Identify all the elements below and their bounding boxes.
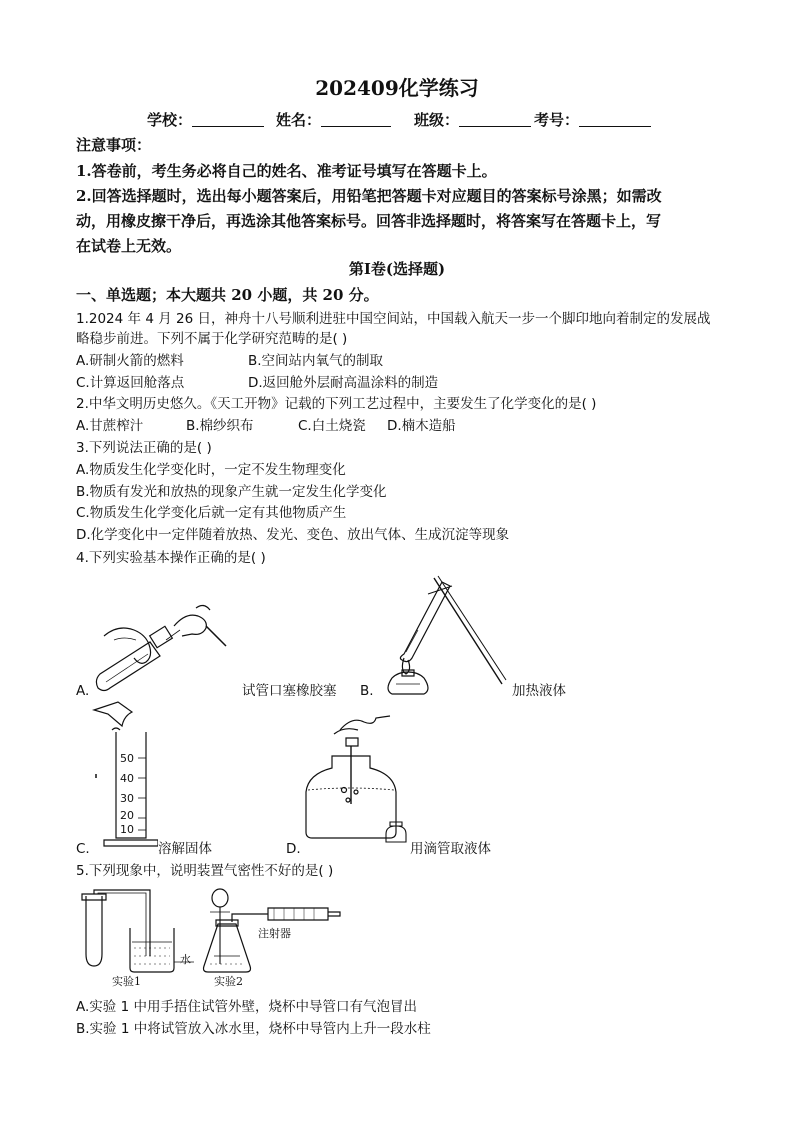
q4-option-a-letter: A. bbox=[76, 683, 90, 699]
q2-option-b: B.棉纱织布 bbox=[186, 418, 254, 434]
notice-item-1: 1.答卷前，考生务必将自己的姓名、准考证号填写在答题卡上。 bbox=[76, 162, 497, 180]
q4-figure-d bbox=[300, 712, 410, 852]
q3-stem: 3.下列说法正确的是( ) bbox=[76, 440, 212, 456]
class-field bbox=[414, 110, 531, 130]
school-label: 学校： bbox=[147, 111, 193, 129]
cylinder-base bbox=[104, 840, 158, 846]
test-tube-holder bbox=[434, 578, 502, 684]
q5-exp2-label: 实验2 bbox=[214, 975, 243, 988]
q1-stem-line-1: 1.2024 年 4 月 26 日，神舟十八号顺利进驻中国空间站，中国载入航天一步一个脚印地向着制定的发展战 bbox=[76, 311, 711, 327]
exp2-stopper bbox=[216, 920, 238, 926]
q3-option-b: B.物质有发光和放热的现象产生就一定发生化学变化 bbox=[76, 484, 387, 500]
name-field bbox=[276, 110, 391, 130]
q4-option-c-caption: 溶解固体 bbox=[158, 841, 212, 857]
q2-option-c: C.白土烧瓷 bbox=[298, 418, 366, 434]
q3-option-c: C.物质发生化学变化后就一定有其他物质产生 bbox=[76, 505, 347, 521]
school-field bbox=[147, 110, 264, 130]
exp2-funnel-bulb bbox=[212, 889, 228, 907]
q2-option-d: D.楠木造船 bbox=[387, 418, 456, 434]
q2-option-a: A.甘蔗榨汁 bbox=[76, 418, 144, 434]
number-field bbox=[534, 110, 651, 130]
cylinder-mark-30: 30 bbox=[120, 792, 134, 805]
q4-option-d-letter: D. bbox=[286, 841, 301, 857]
q4-figure-a bbox=[94, 596, 244, 692]
q1-stem-line-2: 略稳步前进。下列不属于化学研究范畴的是( ) bbox=[76, 331, 348, 347]
rubber-stopper bbox=[150, 626, 173, 647]
q5-exp1-label: 实验1 bbox=[112, 975, 141, 988]
class-label: 班级： bbox=[414, 111, 460, 129]
q5-option-b: B.实验 1 中将试管放入冰水里，烧杯中导管内上升一段水柱 bbox=[76, 1021, 431, 1037]
q5-water-label: 水 bbox=[180, 953, 191, 966]
q5-syringe-label: 注射器 bbox=[258, 927, 291, 940]
q4-option-a-caption: 试管口塞橡胶塞 bbox=[242, 683, 337, 699]
q2-stem: 2.中华文明历史悠久。《天工开物》记载的下列工艺过程中，主要发生了化学变化的是( ) bbox=[76, 396, 597, 412]
number-blank bbox=[579, 112, 651, 127]
q3-option-a: A.物质发生化学变化时，一定不发生物理变化 bbox=[76, 462, 346, 478]
right-hand bbox=[174, 615, 206, 636]
cylinder-mark-40: 40 bbox=[120, 772, 134, 785]
q1-option-b: B.空间站内氧气的制取 bbox=[248, 353, 384, 369]
notice-item-2-line-2: 动，用橡皮擦干净后，再选涂其他答案标号。回答非选择题时，将答案写在答题卡上，写 bbox=[76, 212, 662, 230]
q4-option-d-caption: 用滴管取液体 bbox=[410, 841, 491, 857]
paper-funnel bbox=[94, 702, 132, 726]
notice-item-2-line-1: 2.回答选择题时，选出每小题答案后，用铅笔把答题卡对应题目的答案标号涂黑；如需改 bbox=[76, 187, 662, 205]
q4-figure-b bbox=[378, 574, 510, 698]
part1-heading: 一、单选题；本大题共 20 小题，共 20 分。 bbox=[76, 286, 379, 304]
exp1-test-tube bbox=[86, 896, 102, 966]
rubber-bulb bbox=[346, 738, 358, 746]
q4-stem: 4.下列实验基本操作正确的是( ) bbox=[76, 550, 266, 566]
q4-option-c-letter: C. bbox=[76, 841, 90, 857]
section-title: 第Ⅰ卷(选择题) bbox=[348, 260, 446, 278]
cylinder-mark-20: 20 bbox=[120, 809, 134, 822]
q4-option-b-caption: 加热液体 bbox=[512, 683, 566, 699]
exp2-flask bbox=[204, 924, 251, 972]
notice-heading: 注意事项： bbox=[76, 136, 152, 154]
name-blank bbox=[321, 112, 391, 127]
q3-option-d: D.化学变化中一定伴随着放热、发光、变色、放出气体、生成沉淀等现象 bbox=[76, 527, 510, 543]
school-blank bbox=[192, 112, 264, 127]
page-title: 202409化学练习 bbox=[315, 76, 479, 100]
test-tube bbox=[400, 582, 450, 662]
q1-option-a: A.研制火箭的燃料 bbox=[76, 353, 184, 369]
class-blank bbox=[459, 112, 531, 127]
q5-option-a: A.实验 1 中用手捂住试管外壁，烧杯中导管口有气泡冒出 bbox=[76, 999, 417, 1015]
number-label: 考号： bbox=[534, 111, 580, 129]
q1-option-c: C.计算返回舱落点 bbox=[76, 375, 185, 391]
alcohol-lamp bbox=[388, 672, 428, 694]
name-label: 姓名： bbox=[276, 111, 322, 129]
exp1-beaker bbox=[130, 928, 174, 972]
cylinder-mark-10: 10 bbox=[120, 823, 134, 836]
notice-item-2-line-3: 在试卷上无效。 bbox=[76, 237, 182, 255]
q5-stem: 5.下列现象中，说明装置气密性不好的是( ) bbox=[76, 863, 334, 879]
q4-option-b-letter: B. bbox=[360, 683, 374, 699]
cylinder-mark-50: 50 bbox=[120, 752, 134, 765]
syringe bbox=[268, 908, 328, 920]
q1-option-d: D.返回舱外层耐高温涂料的制造 bbox=[248, 375, 439, 391]
hand bbox=[340, 716, 390, 730]
